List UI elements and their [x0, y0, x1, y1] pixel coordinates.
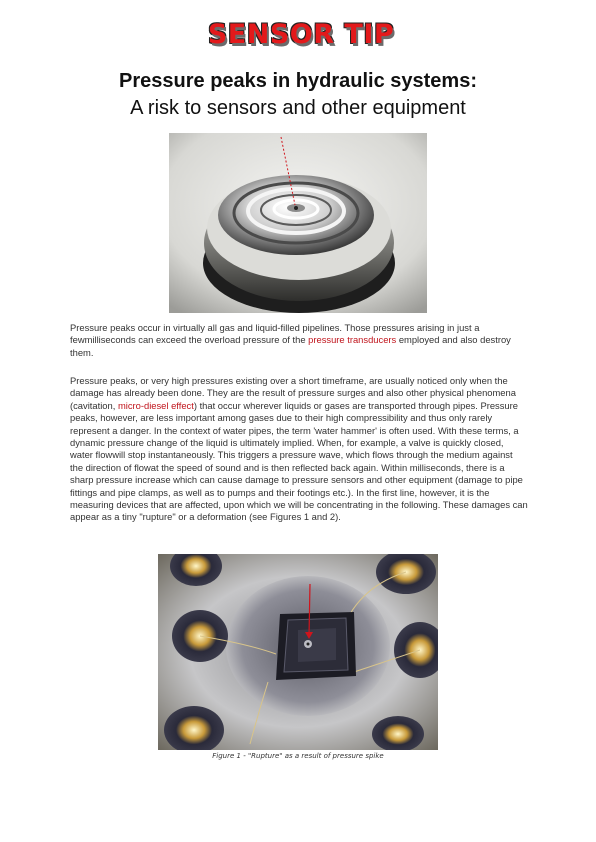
intro-text-start: Pressure peaks occur in virtually all gas and liquid-filled pipelines. Those pressures arising in just a fewmilliseconds can exceed the overload pressure of the: [70, 322, 480, 346]
body-text-start: Pressure peaks, or very high pressures existing over a short timeframe, are usually noticed only when the damage has already been done. They are the result of pressure surges and also other physical phenomena (cavitation,: [70, 375, 516, 411]
intro-text-end: employed and also destroy them.: [70, 334, 511, 358]
ruptured-chip-photo: [158, 554, 438, 750]
micro-diesel-effect-link[interactable]: micro-diesel effect: [117, 399, 194, 411]
body-paragraph: [70, 375, 528, 524]
page-title: [40, 68, 556, 122]
title-line-1: Pressure peaks in hydraulic systems:: [119, 70, 477, 92]
intro-paragraph: [70, 322, 528, 359]
body-text-end: ) that occur wherever liquids or gases are transported through pipes. Pressure peaks, however, are less important among gases due to their high compressibility and thus only rarely represent a danger. In the context of water pipes, the term 'water hammer' is often used. With these terms, a dynamic pressure change of the liquid is ultimately implied. When, for example, a valve is quickly closed, water flowwill stop instantaneously. This triggers a pressure wave, which flows through the medium against the direction of flowat the speed of sound and is then reflected back again. Within milliseconds, there is a sharp pressure increase which can cause damage to pressure sensors and other equipment (damage to pipe fittings and pipe clamps, as well as to pumps and their footings etc.). In the first line, however, it is the measuring devices that are affected, upon which we will be concentrating in the following. These damages can appear as a tiny "rupture" or a deformation (see Figures 1 and 2).: [70, 399, 528, 523]
title-line-2: A risk to sensors and other equipment: [130, 97, 466, 119]
pressure-transducers-link[interactable]: pressure transducers: [308, 334, 397, 346]
sensor-diaphragm-photo: [169, 133, 427, 313]
sensor-tip-logo: [196, 18, 406, 52]
figure-caption: Figure 1 - "Rupture" as a result of pressure spike: [212, 752, 384, 760]
logo-text: SENSOR TIP: [207, 19, 395, 50]
